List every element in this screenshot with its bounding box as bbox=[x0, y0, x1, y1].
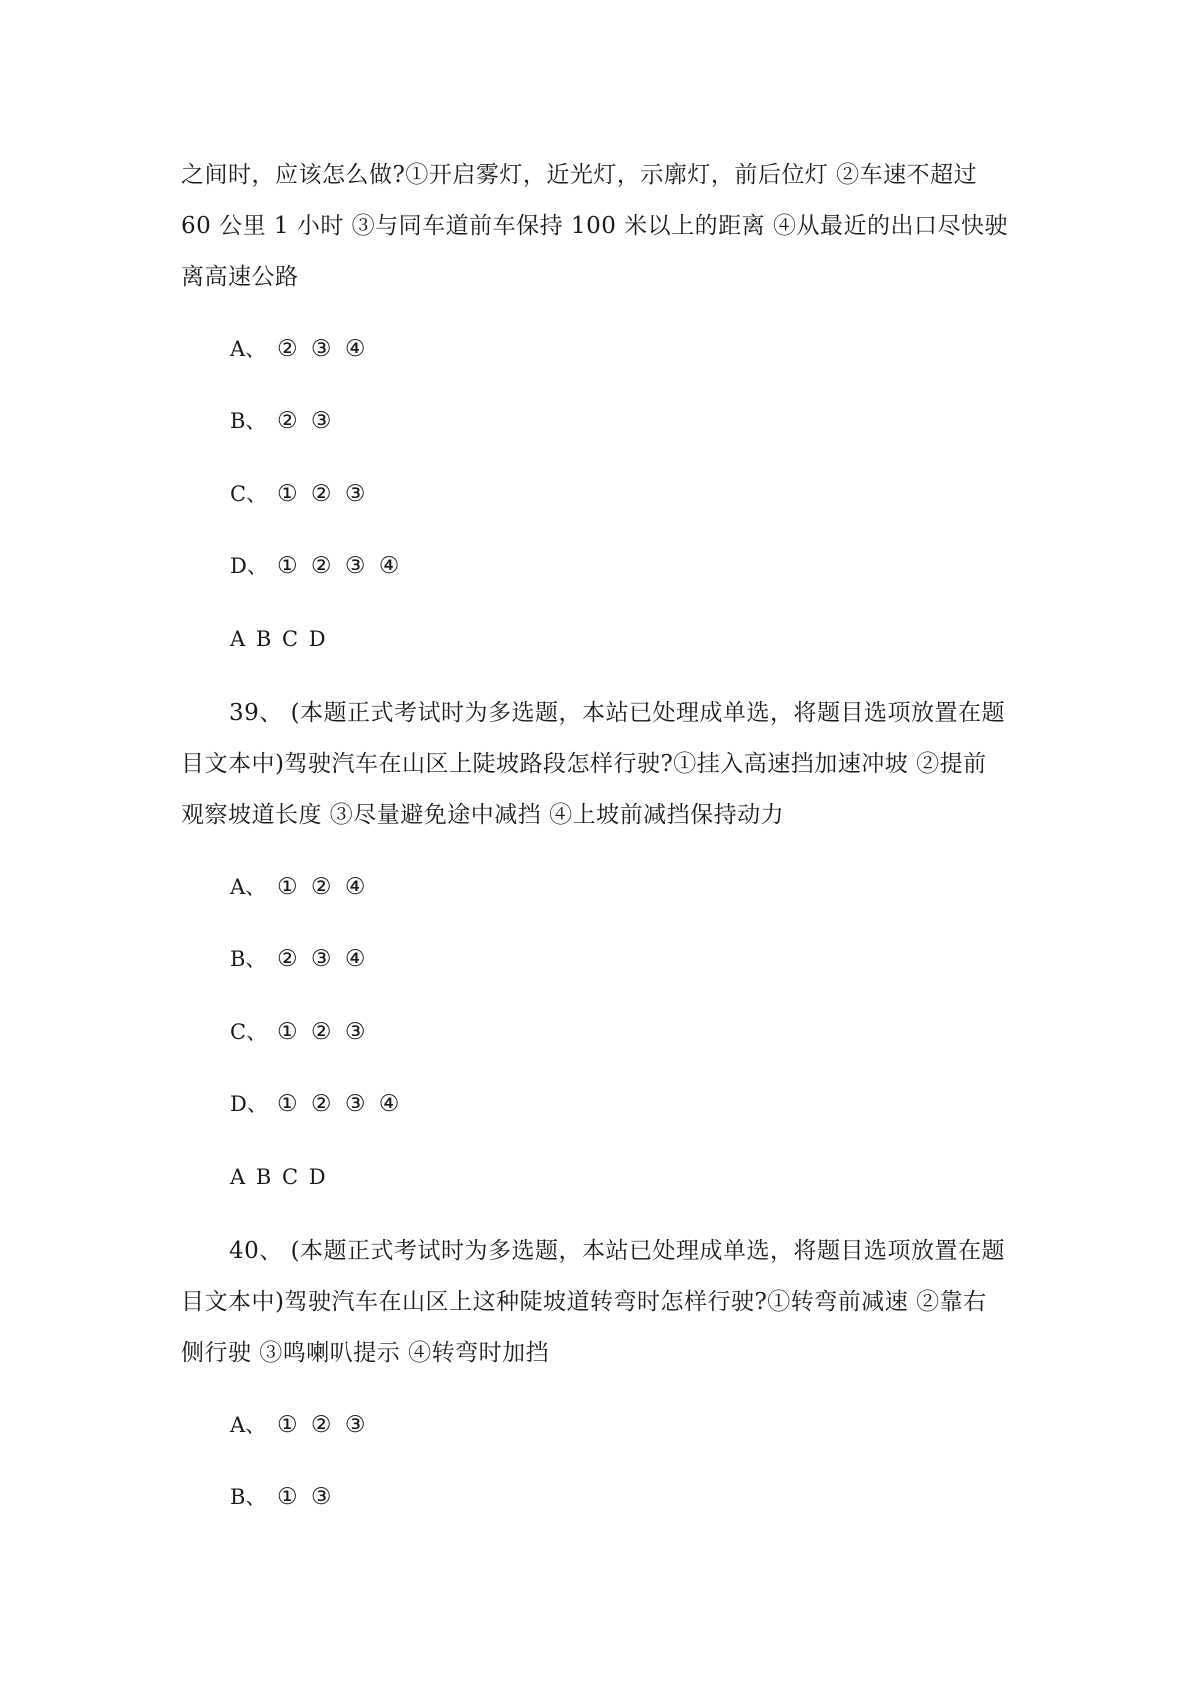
question-40-text-line-3: 侧行驶 ③鸣喇叭提示 ④转弯时加挡 bbox=[181, 1340, 550, 1366]
question-39-option-b-letter: B、 bbox=[230, 947, 267, 971]
question-39-option-c-letter: C、 bbox=[230, 1020, 268, 1044]
question-38-text-line-3: 离高速公路 bbox=[181, 264, 299, 290]
question-38-option-b-letter: B、 bbox=[230, 409, 267, 433]
question-39-option-c-value: ① ② ③ bbox=[277, 1019, 369, 1045]
question-39-option-d-letter: D、 bbox=[230, 1092, 268, 1116]
question-38-option-c-value: ① ② ③ bbox=[277, 481, 369, 507]
question-38-option-a-value: ② ③ ④ bbox=[277, 336, 369, 362]
question-39-option-d-value: ① ② ③ ④ bbox=[277, 1091, 403, 1117]
question-40-text-line-1: 40、 (本题正式考试时为多选题，本站已处理成单选，将题目选项放置在题 bbox=[229, 1238, 1006, 1264]
question-38-option-a-letter: A、 bbox=[230, 337, 267, 361]
question-39-text-line-1: 39、 (本题正式考试时为多选题，本站已处理成单选，将题目选项放置在题 bbox=[229, 700, 1006, 726]
question-40-text-line-2: 目文本中)驾驶汽车在山区上这种陡坡道转弯时怎样行驶?①转弯前减速 ②靠右 bbox=[181, 1289, 987, 1315]
question-39-text-line-2: 目文本中)驾驶汽车在山区上陡坡路段怎样行驶?①挂入高速挡加速冲坡 ②提前 bbox=[181, 751, 987, 777]
question-39-text-line-3: 观察坡道长度 ③尽量避免途中减挡 ④上坡前减挡保持动力 bbox=[181, 802, 785, 828]
question-38-text-line-2: 60 公里 1 小时 ③与同车道前车保持 100 米以上的距离 ④从最近的出口尽快驶 bbox=[181, 213, 1008, 239]
question-38-text-line-1: 之间时，应该怎么做?①开启雾灯，近光灯，示廓灯，前后位灯 ②车速不超过 bbox=[181, 162, 978, 188]
question-39-option-a-value: ① ② ④ bbox=[277, 874, 369, 900]
question-39-answer: A B C D bbox=[230, 1165, 328, 1189]
question-40-option-b-value: ① ③ bbox=[277, 1484, 335, 1510]
question-38-option-b-value: ② ③ bbox=[277, 408, 335, 434]
question-40-option-a-letter: A、 bbox=[230, 1413, 267, 1437]
question-40-option-b-letter: B、 bbox=[230, 1485, 267, 1509]
question-40-option-a-value: ① ② ③ bbox=[277, 1412, 369, 1438]
question-39-option-b-value: ② ③ ④ bbox=[277, 946, 369, 972]
question-38-option-c-letter: C、 bbox=[230, 482, 268, 506]
question-38-option-d-letter: D、 bbox=[230, 554, 268, 578]
question-39-option-a-letter: A、 bbox=[230, 875, 267, 899]
question-38-answer: A B C D bbox=[230, 627, 328, 651]
question-38-option-d-value: ① ② ③ ④ bbox=[277, 553, 403, 579]
